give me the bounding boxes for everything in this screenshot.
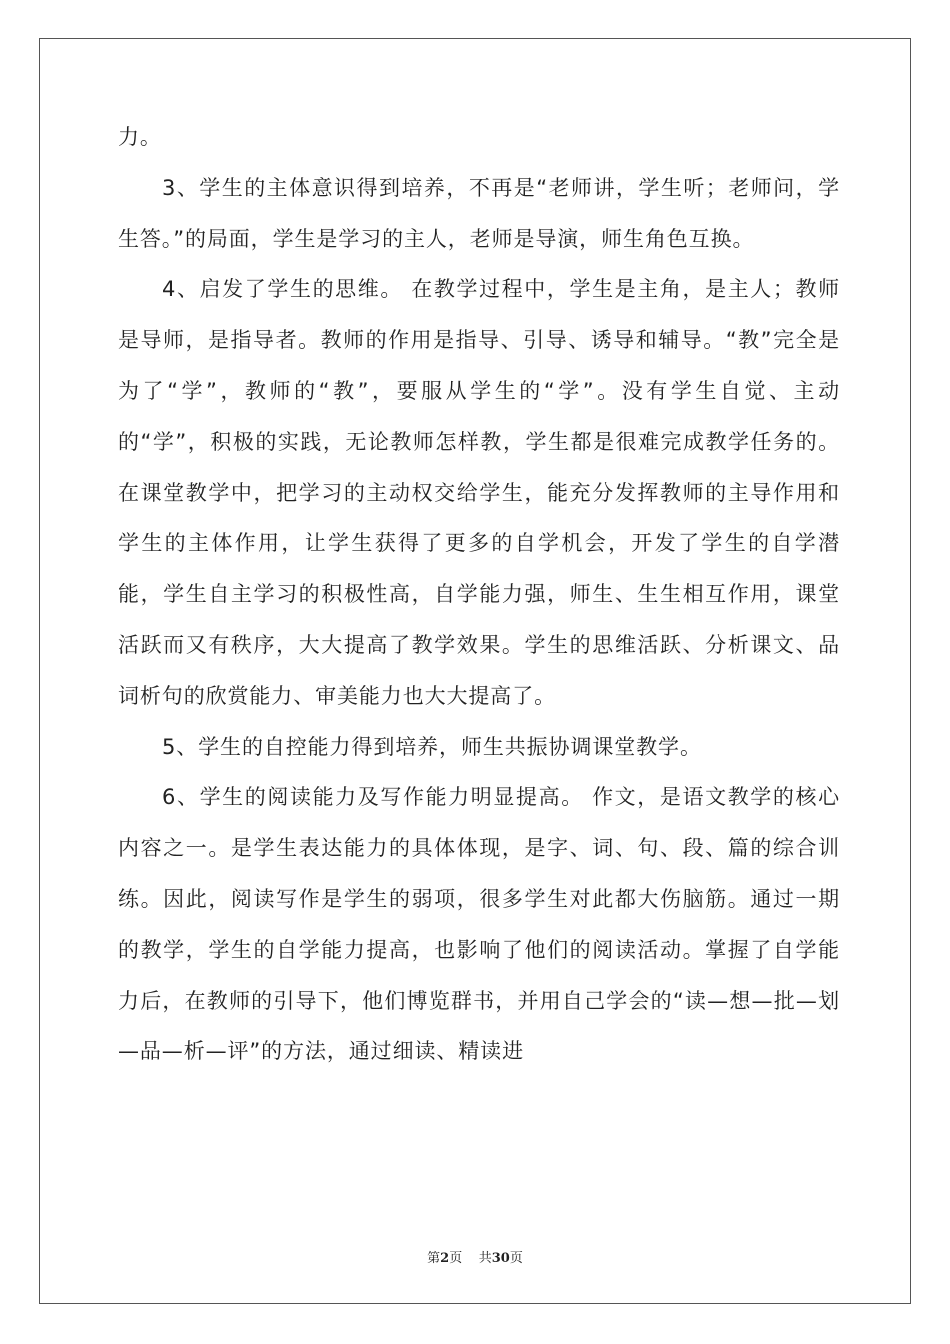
page-prefix: 第: [427, 1251, 441, 1266]
paragraph-continuation: 力。: [118, 125, 162, 149]
page-suffix: 页: [449, 1251, 463, 1266]
paragraph-6: 6、学生的阅读能力及写作能力明显提高。 作文，是语文教学的核心内容之一。是学生表达能力的具体体现，是字、词、句、段、篇的综合训练。因此，阅读写作是学生的弱项，很多学生对此都大伤脑筋。通过一期的教学，学生的自学能力提高，也影响了他们的阅读活动。掌握了自学能力后，在教师的引导下，他们博览群书，并用自己学会的“读—想—批—划—品—析—评”的方法，通过细读、精读进: [118, 785, 840, 1064]
total-suffix: 页: [509, 1251, 523, 1266]
page-number: 2: [440, 1251, 450, 1266]
paragraph-3: 3、学生的主体意识得到培养，不再是“老师讲，学生听；老师问，学生答。”的局面，学生是学习的主人，老师是导演，师生角色互换。: [118, 175, 840, 251]
total-pages: 30: [491, 1251, 510, 1266]
page-footer: [0, 1247, 950, 1266]
paragraph-5: 5、学生的自控能力得到培养，师生共振协调课堂教学。: [162, 734, 702, 759]
document-body: [118, 112, 840, 1077]
paragraph-4: 4、启发了学生的思维。 在教学过程中，学生是主角，是主人；教师是导师，是指导者。教师的作用是指导、引导、诱导和辅导。“教”完全是为了“学”，教师的“教”，要服从学生的“学”。没有学生自觉、主动的“学”，积极的实践，无论教师怎样教，学生都是很难完成教学任务的。在课堂教学中，把学习的主动权交给学生，能充分发挥教师的主导作用和学生的主体作用，让学生获得了更多的自学机会，开发了学生的自学潜能，学生自主学习的积极性高，自学能力强，师生、生生相互作用，课堂活跃而又有秩序，大大提高了教学效果。学生的思维活跃、分析课文、品词析句的欣赏能力、审美能力也大大提高了。: [118, 277, 840, 708]
total-prefix: 共: [478, 1251, 492, 1266]
